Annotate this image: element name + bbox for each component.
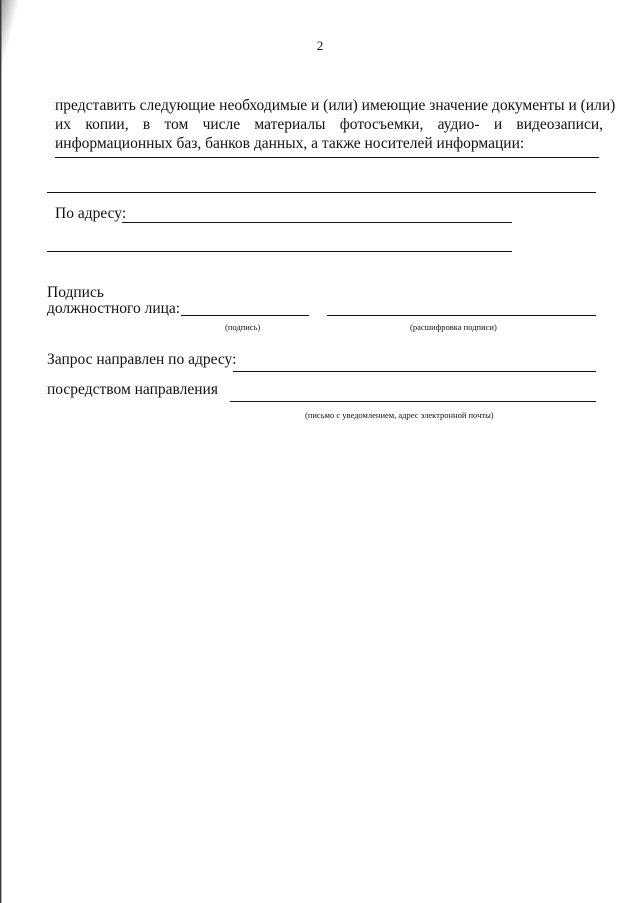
sent-via-fill-line[interactable] [230, 401, 596, 402]
signature-decoding-caption: (расшифровка подписи) [410, 322, 497, 332]
documents-fill-line-1[interactable] [55, 157, 599, 158]
signature-label-line2: должностного лица: [47, 300, 181, 317]
sent-via-label: посредством направления [47, 381, 218, 398]
paragraph-line: представить следующие необходимые и (или) имеющие значение документы и (или) [55, 97, 616, 114]
sent-to-fill-line[interactable] [233, 371, 596, 372]
scan-shadow [0, 0, 18, 70]
address-fill-line-1[interactable] [122, 222, 512, 223]
sent-to-label: Запрос направлен по адресу: [47, 351, 237, 368]
paragraph-line: их копии, в том числе материалы фотосъемки, аудио- и видеозаписи, [55, 116, 603, 133]
address-fill-line-2[interactable] [47, 251, 512, 252]
sent-via-caption: (письмо с уведомлением, адрес электронной почты) [305, 410, 494, 420]
request-paragraph [55, 96, 616, 153]
documents-fill-line-2[interactable] [47, 192, 596, 193]
signature-label-line1: Подпись [47, 284, 104, 301]
signature-caption: (подпись) [225, 322, 261, 332]
page-number: 2 [316, 38, 324, 53]
signature-decoding-fill-line[interactable] [327, 315, 596, 316]
scan-edge [0, 0, 2, 903]
address-label: По адресу: [55, 205, 127, 222]
paragraph-line: информационных баз, банков данных, а также носителей информации: [55, 135, 525, 152]
signature-fill-line[interactable] [181, 315, 309, 316]
